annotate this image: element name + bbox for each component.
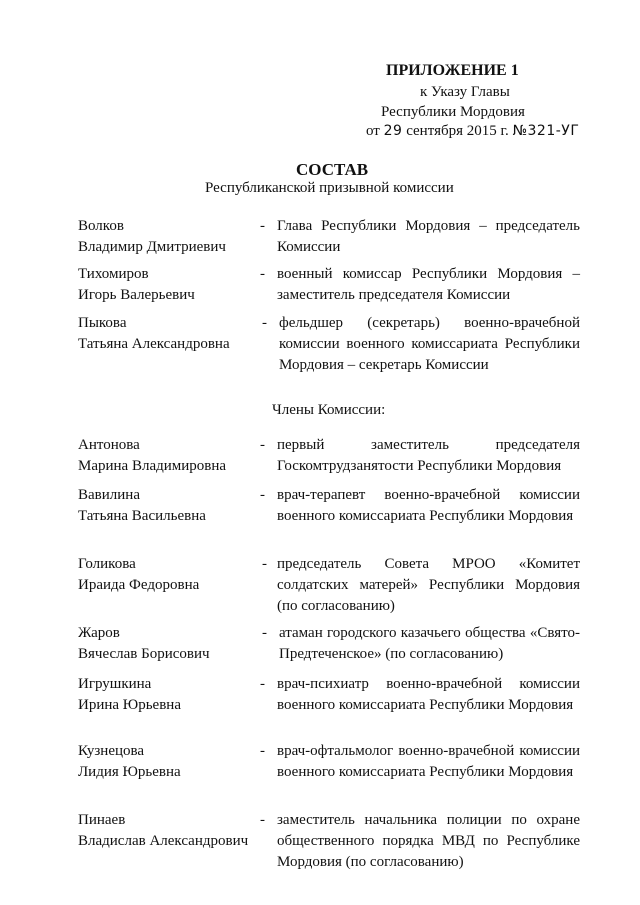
person-name [78, 435, 226, 477]
given-names: Игорь Валерьевич [78, 287, 195, 303]
person-role: Глава Республики Мордовия – председатель Комиссии [277, 218, 580, 255]
person-name [78, 674, 181, 716]
person-role: атаман городского казачьего общества «Свято-Предтеченское» (по согласованию) [279, 625, 580, 662]
surname: Игрушкина [78, 676, 152, 692]
given-names: Ираида Федоровна [78, 577, 200, 593]
dash-separator: - [260, 676, 265, 692]
surname: Тихомиров [78, 266, 149, 282]
person-role: врач-психиатр военно-врачебной комиссии военного комиссариата Республики Мордовия [277, 676, 580, 713]
decree-date-line [366, 123, 579, 140]
decree-number: №321-УГ [512, 123, 580, 139]
person-role: военный комиссар Республики Мордовия – заместитель председателя Комиссии [277, 266, 580, 303]
surname: Жаров [78, 625, 120, 641]
person-name [78, 264, 195, 306]
person-role: первый заместитель председателя Госкомтрудзанятости Республики Мордовия [277, 437, 580, 474]
given-names: Владимир Дмитриевич [78, 239, 226, 255]
republic-name: Республики Мордовия [381, 104, 525, 120]
person-role: заместитель начальника полиции по охране общественного порядка МВД по Республике Мордовия (по согласованию) [277, 812, 580, 870]
person-name [78, 313, 230, 355]
members-heading: Члены Комиссии: [272, 402, 386, 418]
given-names: Марина Владимировна [78, 458, 227, 474]
date-prefix: от [366, 123, 380, 139]
dash-separator: - [262, 315, 267, 331]
dash-separator: - [260, 266, 265, 282]
appendix-title: ПРИЛОЖЕНИЕ 1 [386, 62, 519, 79]
document-subtitle: Республиканской призывной комиссии [205, 180, 454, 196]
person-name [78, 216, 226, 258]
surname: Вавилина [78, 487, 140, 503]
dash-separator: - [262, 625, 267, 641]
person-name [78, 810, 248, 852]
date-rest: сентября 2015 г. [406, 123, 509, 139]
person-role: фельдшер (секретарь) военно-врачебной комиссии военного комиссариата Республики Мордовия – секретарь Комиссии [279, 315, 580, 373]
given-names: Владислав Александрович [78, 833, 249, 849]
decree-reference: к Указу Главы [420, 84, 510, 100]
date-day: 29 [383, 123, 403, 139]
person-role: врач-терапевт военно-врачебной комиссии военного комиссариата Республики Мордовия [277, 487, 580, 524]
person-name [78, 485, 206, 527]
person-role: председатель Совета МРОО «Комитет солдатских матерей» Республики Мордовия (по согласованию) [277, 556, 580, 614]
surname: Пыкова [78, 315, 127, 331]
dash-separator: - [260, 743, 265, 759]
given-names: Татьяна Александровна [78, 336, 230, 352]
surname: Голикова [78, 556, 136, 572]
dash-separator: - [260, 218, 265, 234]
document-title: СОСТАВ [296, 160, 369, 179]
dash-separator: - [260, 812, 265, 828]
given-names: Лидия Юрьевна [78, 764, 181, 780]
person-name [78, 741, 181, 783]
dash-separator: - [260, 437, 265, 453]
person-name [78, 623, 210, 665]
given-names: Ирина Юрьевна [78, 697, 181, 713]
dash-separator: - [262, 556, 267, 572]
person-name [78, 554, 199, 596]
surname: Антонова [78, 437, 140, 453]
surname: Кузнецова [78, 743, 145, 759]
given-names: Вячеслав Борисович [78, 646, 210, 662]
surname: Волков [78, 218, 124, 234]
surname: Пинаев [78, 812, 126, 828]
person-role: врач-офтальмолог военно-врачебной комиссии военного комиссариата Республики Мордовия [277, 743, 580, 780]
given-names: Татьяна Васильевна [78, 508, 206, 524]
dash-separator: - [260, 487, 265, 503]
